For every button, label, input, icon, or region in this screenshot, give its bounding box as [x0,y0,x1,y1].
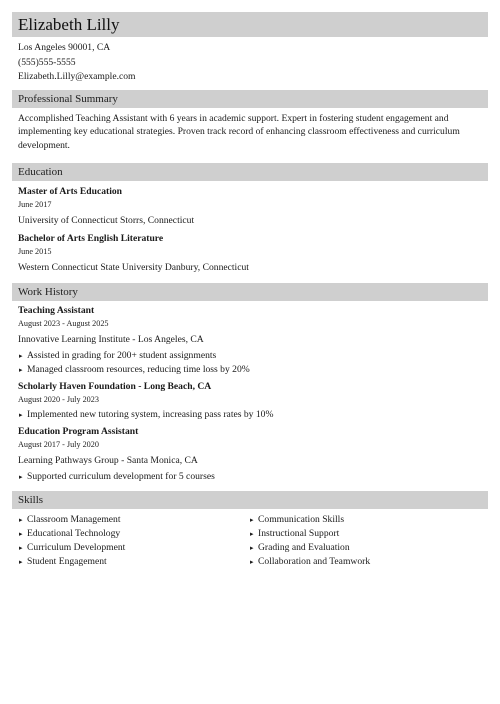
job-bullets [18,408,480,422]
skill-item [18,527,249,541]
work-entry [18,380,480,422]
skill-item [18,513,249,527]
job-org: Learning Pathways Group - Santa Monica, CA [18,455,198,466]
job-bullets [18,470,480,484]
education-school: Western Connecticut State University Danbury, Connecticut [18,262,249,273]
job-title: Teaching Assistant [18,305,95,316]
education-list [12,185,488,275]
triangle-bullet-icon: ▸ [19,516,23,524]
contact-block [12,41,488,85]
job-bullets [18,349,480,377]
skills-column-left [18,513,249,569]
skills-list [18,513,249,569]
triangle-bullet-icon: ▸ [250,558,254,566]
triangle-bullet-icon: ▸ [19,473,23,481]
skill-item [249,541,480,555]
job-bullet-text: Assisted in grading for 200+ student assignments [27,350,217,361]
contact-address: Los Angeles 90001, CA [18,42,111,53]
contact-email[interactable]: Elizabeth.Lilly@example.com [18,71,136,82]
education-entry [18,185,480,228]
job-bullet-text: Implemented new tutoring system, increasing pass rates by 10% [27,409,274,420]
job-bullet-text: Supported curriculum development for 5 courses [27,471,215,482]
job-bullet-text: Managed classroom resources, reducing time loss by 20% [27,364,250,375]
education-heading: Education [18,166,63,178]
skill-text: Communication Skills [258,514,345,525]
education-date: June 2017 [18,200,52,209]
skills-heading: Skills [18,494,44,506]
education-degree: Bachelor of Arts English Literature [18,233,164,244]
job-date: August 2020 - July 2023 [18,395,99,404]
triangle-bullet-icon: ▸ [19,558,23,566]
job-bullet [18,349,480,363]
job-org: Innovative Learning Institute - Los Angeles, CA [18,334,204,345]
skill-text: Student Engagement [27,556,107,567]
name-header [12,12,488,37]
contact-phone: (555)555-5555 [18,56,76,68]
education-degree: Master of Arts Education [18,186,123,197]
education-school: University of Connecticut Storrs, Connecticut [18,215,195,226]
skill-text: Collaboration and Teamwork [258,556,371,567]
skill-text: Curriculum Development [27,542,126,553]
triangle-bullet-icon: ▸ [19,366,23,374]
triangle-bullet-icon: ▸ [19,530,23,538]
triangle-bullet-icon: ▸ [250,544,254,552]
candidate-name: Elizabeth Lilly [18,14,120,34]
skill-text: Educational Technology [27,528,121,539]
triangle-bullet-icon: ▸ [19,352,23,360]
triangle-bullet-icon: ▸ [19,411,23,419]
triangle-bullet-icon: ▸ [19,544,23,552]
summary-section-header [12,90,488,108]
skills-list [249,513,480,569]
skill-text: Instructional Support [258,528,340,539]
skill-item [249,555,480,569]
job-bullet [18,363,480,377]
job-bullet [18,408,480,422]
summary-heading: Professional Summary [18,92,118,105]
summary-text: Accomplished Teaching Assistant with 6 years in academic support. Expert in fostering student engagement and implementing key educational strategies. Proven track record of enhancing classroom effectiveness and curriculum development. [18,112,460,151]
skill-text: Classroom Management [27,514,121,525]
skills-grid [12,513,488,569]
education-date: June 2015 [18,247,52,256]
triangle-bullet-icon: ▸ [250,516,254,524]
skill-item [18,555,249,569]
education-entry [18,232,480,275]
skills-section-header [12,491,488,509]
job-title: Scholarly Haven Foundation - Long Beach, CA [18,381,212,392]
job-title: Education Program Assistant [18,426,139,437]
skill-item [18,541,249,555]
work-entry [18,304,480,377]
job-date: August 2023 - August 2025 [18,319,109,328]
triangle-bullet-icon: ▸ [250,530,254,538]
work-list [12,304,488,484]
work-section-header [12,283,488,301]
skills-column-right [249,513,480,569]
work-heading: Work History [18,286,78,298]
education-section-header [12,163,488,181]
skill-text: Grading and Evaluation [258,542,350,553]
skill-item [249,513,480,527]
job-date: August 2017 - July 2020 [18,440,99,449]
work-entry [18,425,480,484]
skill-item [249,527,480,541]
job-bullet [18,470,480,484]
